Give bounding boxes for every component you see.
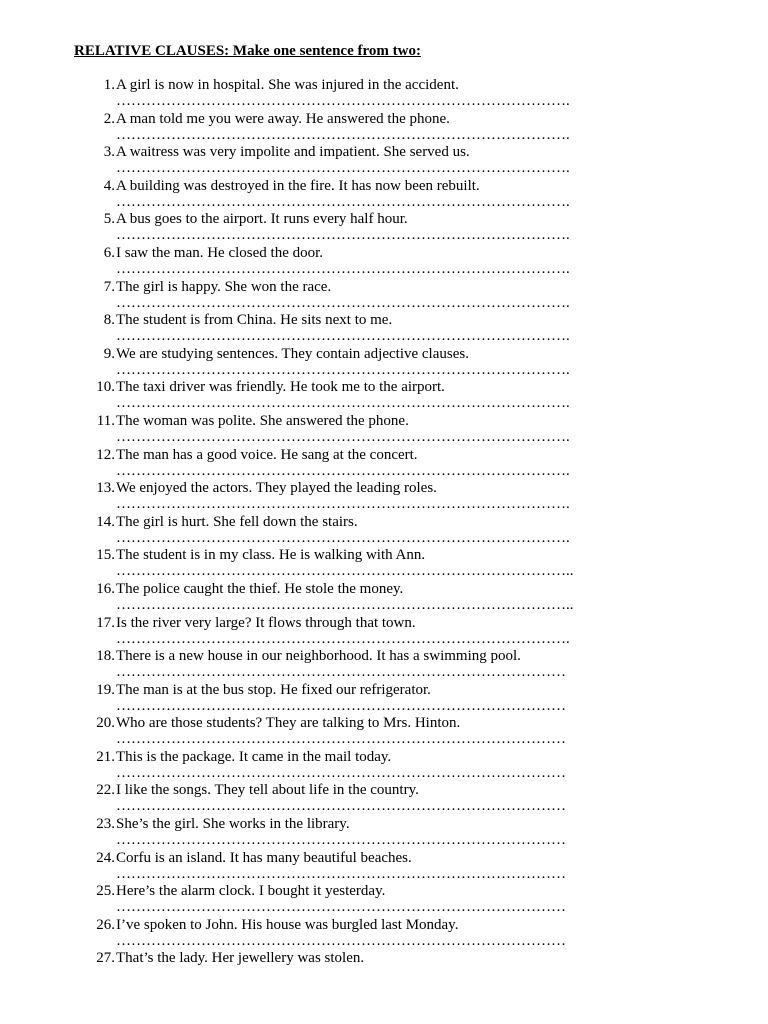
exercise-item (86, 111, 686, 145)
exercise-item (86, 346, 686, 380)
exercise-sentence: A building was destroyed in the fire. It has now been rebuilt. (116, 177, 480, 194)
answer-line[interactable]: ……………………………………………………………………………….. (116, 563, 574, 580)
exercise-number: 22. (96, 782, 115, 799)
exercise-item (86, 581, 686, 615)
exercise-sentence: That’s the lady. Her jewellery was stolen. (116, 950, 365, 967)
answer-line[interactable]: ………………………………………………………………………………. (116, 395, 570, 412)
exercise-number: 17. (96, 614, 115, 631)
exercise-number: 4. (103, 177, 115, 194)
exercise-number: 6. (103, 244, 115, 261)
answer-line[interactable]: ………………………………………………………………………………. (116, 630, 570, 647)
exercise-sentence: Here’s the alarm clock. I bought it yesterday. (116, 883, 386, 900)
answer-line[interactable]: ……………………………………………………………………………… (116, 899, 566, 916)
answer-line[interactable]: ………………………………………………………………………………. (116, 126, 570, 143)
answer-line[interactable]: ……………………………………………………………………………… (116, 865, 566, 882)
answer-line[interactable]: ……………………………………………………………………………… (116, 832, 566, 849)
answer-line[interactable]: ……………………………………………………………………………….. (116, 596, 574, 613)
exercise-sentence: There is a new house in our neighborhood. It has a swimming pool. (116, 648, 521, 665)
exercise-item (86, 950, 686, 984)
exercise-number: 7. (103, 278, 115, 295)
exercise-item (86, 77, 686, 111)
exercise-number: 15. (96, 547, 115, 564)
exercise-number: 1. (103, 77, 115, 93)
answer-line[interactable]: ………………………………………………………………………………. (116, 193, 570, 210)
answer-line[interactable]: ……………………………………………………………………………… (116, 731, 566, 748)
exercise-sentence: A bus goes to the airport. It runs every half hour. (116, 211, 408, 228)
exercise-sentence: The man has a good voice. He sang at the concert. (116, 446, 418, 463)
exercise-item (86, 850, 686, 884)
exercise-number: 8. (103, 312, 115, 329)
answer-line[interactable]: ………………………………………………………………………………. (116, 428, 570, 445)
exercise-number: 14. (96, 513, 115, 530)
exercise-number: 20. (96, 715, 115, 732)
exercise-sentence: The taxi driver was friendly. He took me to the airport. (116, 379, 445, 396)
exercise-sentence: The girl is happy. She won the race. (116, 278, 332, 295)
exercise-number: 5. (103, 211, 115, 228)
exercise-sentence: We are studying sentences. They contain adjective clauses. (116, 345, 469, 362)
exercise-number: 18. (96, 648, 115, 665)
answer-line[interactable]: ………………………………………………………………………………. (116, 529, 570, 546)
answer-line[interactable]: ………………………………………………………………………………. (116, 93, 570, 109)
exercise-item (86, 447, 686, 481)
exercise-item (86, 514, 686, 548)
exercise-sentence: A girl is now in hospital. She was injured in the accident. (116, 77, 459, 93)
answer-line[interactable]: ……………………………………………………………………………… (116, 798, 566, 815)
exercise-number: 12. (96, 446, 115, 463)
exercise-sentence: Who are those students? They are talking to Mrs. Hinton. (116, 715, 461, 732)
exercise-number: 9. (103, 345, 115, 362)
exercise-number: 25. (96, 883, 115, 900)
exercise-item (86, 144, 686, 178)
answer-line[interactable]: ………………………………………………………………………………. (116, 496, 570, 513)
exercise-item (86, 715, 686, 749)
exercise-sentence: A waitress was very impolite and impatient. She served us. (116, 144, 470, 161)
worksheet-title: RELATIVE CLAUSES: Make one sentence from two: (74, 43, 421, 59)
exercise-item (86, 178, 686, 212)
exercise-sentence: This is the package. It came in the mail today. (116, 748, 392, 765)
exercise-number: 13. (96, 480, 115, 497)
answer-line[interactable]: ……………………………………………………………………………… (116, 697, 566, 714)
exercise-number: 21. (96, 748, 115, 765)
exercise-list (86, 77, 686, 984)
exercise-number: 16. (96, 580, 115, 597)
answer-line[interactable]: ………………………………………………………………………………. (116, 294, 570, 311)
exercise-number: 10. (96, 379, 115, 396)
exercise-number: 23. (96, 816, 115, 833)
exercise-number: 3. (103, 144, 115, 161)
exercise-item (86, 782, 686, 816)
exercise-item (86, 379, 686, 413)
answer-line[interactable]: ………………………………………………………………………………. (116, 328, 570, 345)
exercise-sentence: Corfu is an island. It has many beautiful beaches. (116, 849, 412, 866)
exercise-number: 27. (96, 950, 115, 967)
answer-line[interactable]: ………………………………………………………………………………. (116, 260, 570, 277)
answer-line[interactable]: ……………………………………………………………………………… (116, 764, 566, 781)
exercise-sentence: The police caught the thief. He stole the money. (116, 580, 404, 597)
exercise-sentence: A man told me you were away. He answered the phone. (116, 110, 450, 127)
exercise-sentence: We enjoyed the actors. They played the leading roles. (116, 480, 437, 497)
exercise-sentence: The man is at the bus stop. He fixed our refrigerator. (116, 681, 431, 698)
exercise-sentence: The student is from China. He sits next to me. (116, 312, 393, 329)
exercise-item (86, 279, 686, 313)
answer-line[interactable]: ………………………………………………………………………………. (116, 361, 570, 378)
exercise-item (86, 413, 686, 447)
exercise-sentence: I saw the man. He closed the door. (116, 244, 324, 261)
exercise-item (86, 615, 686, 649)
exercise-item (86, 917, 686, 951)
exercise-number: 2. (103, 110, 115, 127)
exercise-sentence: The student is in my class. He is walking with Ann. (116, 547, 426, 564)
exercise-number: 24. (96, 849, 115, 866)
exercise-item (86, 816, 686, 850)
exercise-number: 26. (96, 916, 115, 933)
answer-line[interactable]: ………………………………………………………………………………. (116, 160, 570, 177)
exercise-sentence: Is the river very large? It flows through that town. (116, 614, 416, 631)
exercise-sentence: I like the songs. They tell about life in the country. (116, 782, 419, 799)
exercise-item (86, 211, 686, 245)
exercise-number: 11. (96, 412, 115, 429)
exercise-sentence: The woman was polite. She answered the phone. (116, 412, 409, 429)
exercise-item (86, 245, 686, 279)
exercise-sentence: I’ve spoken to John. His house was burgled last Monday. (116, 916, 459, 933)
answer-line[interactable]: ……………………………………………………………………………… (116, 664, 566, 681)
exercise-sentence: The girl is hurt. She fell down the stairs. (116, 513, 358, 530)
exercise-item (86, 547, 686, 581)
answer-line[interactable]: ………………………………………………………………………………. (116, 462, 570, 479)
exercise-number: 19. (96, 681, 115, 698)
answer-line[interactable]: ……………………………………………………………………………… (116, 932, 566, 949)
exercise-item (86, 682, 686, 716)
exercise-item (86, 883, 686, 917)
answer-line[interactable]: ………………………………………………………………………………. (116, 227, 570, 244)
exercise-sentence: She’s the girl. She works in the library. (116, 816, 350, 833)
exercise-item (86, 312, 686, 346)
exercise-item (86, 648, 686, 682)
exercise-item (86, 749, 686, 783)
exercise-item (86, 480, 686, 514)
